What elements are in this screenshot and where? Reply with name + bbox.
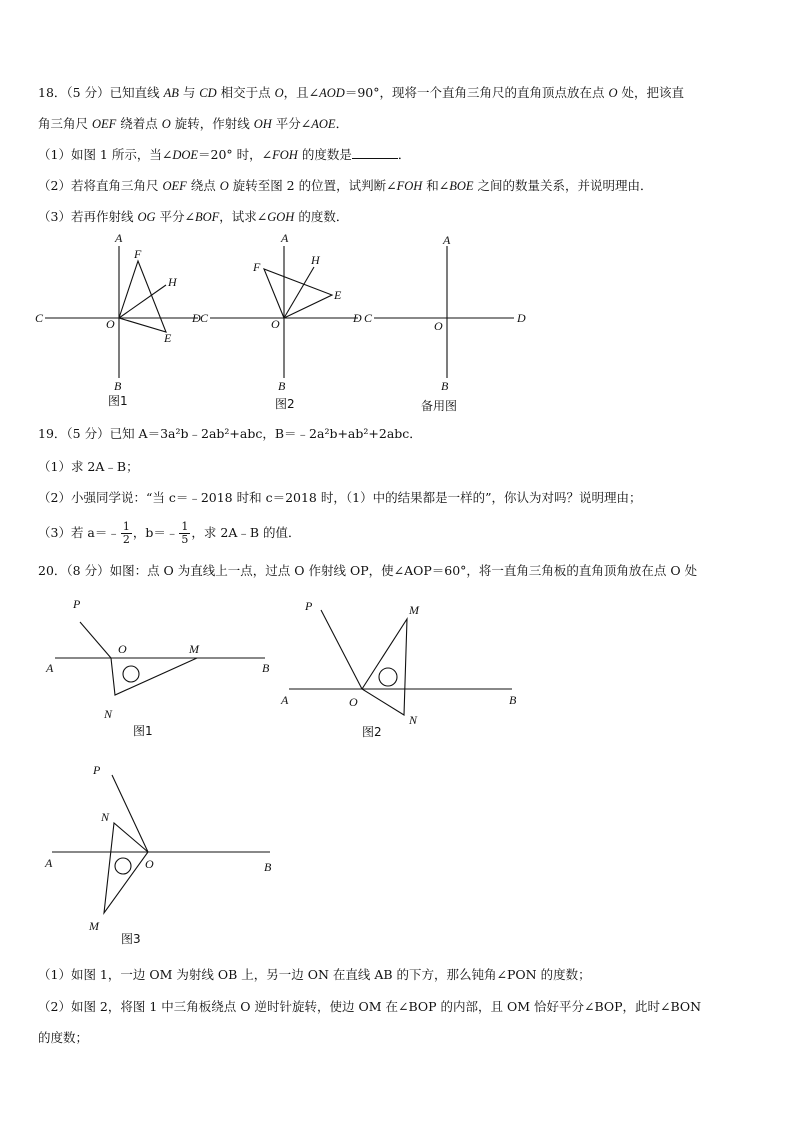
- q18-part-3: （3）若再作射线 OG 平分∠BOF，试求∠GOH 的度数．: [38, 209, 349, 224]
- set-square-hole: [123, 666, 139, 682]
- label-a: A: [443, 233, 451, 247]
- label-m: M: [189, 642, 199, 656]
- q20-part-2-cont: 的度数；: [38, 1030, 89, 1045]
- label-p: P: [73, 597, 81, 611]
- caption-fig2: 图2: [362, 725, 382, 739]
- label-d: D: [192, 311, 201, 325]
- label-d: D: [517, 311, 526, 325]
- fraction-a: $\frac{1}{2}$: [122, 520, 130, 546]
- label-b: B: [278, 379, 286, 393]
- caption-fig3: 图3: [121, 932, 141, 946]
- set-square-hole: [379, 668, 397, 686]
- q19-part-2: （2）小强同学说：“当 c＝﹣2018 时和 c＝2018 时，（1）中的结果都是一样的”，你认为对吗？说明理由；: [38, 490, 642, 505]
- set-square-hole: [115, 858, 131, 874]
- label-o: O: [271, 317, 280, 331]
- caption-spare: 备用图: [421, 399, 458, 413]
- label-e: E: [334, 288, 342, 302]
- label-o: O: [349, 695, 358, 709]
- answer-blank[interactable]: [352, 146, 398, 159]
- label-h: H: [311, 253, 320, 267]
- label-f: F: [134, 247, 142, 261]
- label-b: B: [262, 661, 270, 675]
- set-square: [104, 823, 148, 913]
- label-b: B: [509, 693, 517, 707]
- q20-part-2: （2）如图 2，将图 1 中三角板绕点 O 逆时针旋转，使边 OM 在∠BOP 的内部，且 OM 恰好平分∠BOP，此时∠BON: [38, 999, 702, 1014]
- caption-fig2: 图2: [275, 397, 295, 411]
- q19-part-3: （3）若 a＝﹣ $\frac{1}{2}$ ，b＝﹣ $\frac{1}{5}$ ，求 2A﹣B 的值．: [38, 520, 301, 546]
- q18-figure-1: [35, 231, 201, 408]
- label-h: H: [168, 275, 177, 289]
- label-a: A: [281, 693, 289, 707]
- label-b: B: [264, 860, 272, 874]
- q18-part-1: （1）如图 1 所示，当∠DOE＝20° 时，∠FOH 的度数是 ．: [38, 147, 411, 162]
- label-p: P: [305, 599, 313, 613]
- label-n: N: [409, 713, 418, 727]
- label-o: O: [145, 857, 154, 871]
- label-m: M: [89, 919, 99, 933]
- q18-line-1: 18．（5 分）已知直线 AB 与 CD 相交于点 O，且∠AOD＝90°，现将一个直角三角尺的直角顶点放在点 O 处，把该直: [38, 85, 684, 100]
- q18-line-2: 角三角尺 OEF 绕着点 O 旋转，作射线 OH 平分∠AOE．: [38, 116, 349, 131]
- triangle-oef: [119, 261, 166, 332]
- q18-figures: [0, 228, 794, 420]
- ray-op: [112, 775, 148, 852]
- q20-figure-1: [45, 597, 270, 738]
- label-a: A: [46, 661, 54, 675]
- label-n: N: [104, 707, 113, 721]
- label-d: D: [353, 311, 362, 325]
- label-n: N: [101, 810, 110, 824]
- q20-line-1: 20．（8 分）如图：点 O 为直线上一点，过点 O 作射线 OP，使∠AOP＝60°，将一直角三角板的直角顶角放在点 O 处: [38, 563, 698, 578]
- label-b: B: [441, 379, 449, 393]
- q20-part-1: （1）如图 1，一边 OM 为射线 OB 上，另一边 ON 在直线 AB 的下方，那么钝角∠PON 的度数；: [38, 967, 591, 982]
- q18-figure-2: [200, 231, 362, 411]
- q20-figure-3: [44, 763, 272, 946]
- label-a: A: [45, 856, 53, 870]
- ray-op: [80, 622, 111, 658]
- q19-part-1: （1）求 2A﹣B；: [38, 459, 139, 474]
- label-a: A: [281, 231, 289, 245]
- q18-figure-spare: [364, 233, 526, 413]
- caption-fig1: 图1: [108, 394, 128, 408]
- label-m: M: [409, 603, 419, 617]
- q20-figure-2: [280, 599, 517, 739]
- label-o: O: [106, 317, 115, 331]
- label-o: O: [118, 642, 127, 656]
- label-c: C: [364, 311, 373, 325]
- label-c: C: [35, 311, 44, 325]
- caption-fig1: 图1: [133, 724, 153, 738]
- label-p: P: [93, 763, 101, 777]
- q20-figures: [0, 590, 794, 960]
- label-b: B: [114, 379, 122, 393]
- ray-op: [321, 610, 362, 689]
- set-square: [362, 619, 407, 715]
- label-e: E: [164, 331, 172, 345]
- label-c: C: [200, 311, 209, 325]
- q18-part-2: （2）若将直角三角尺 OEF 绕点 O 旋转至图 2 的位置，试判断∠FOH 和∠BOE 之间的数量关系，并说明理由．: [38, 178, 653, 193]
- q19-line-1: 19．（5 分）已知 A＝3a²b﹣2ab²+abc，B＝﹣2a²b+ab²+2abc．: [38, 426, 422, 441]
- fraction-b: $\frac{1}{5}$: [181, 520, 189, 546]
- label-o: O: [434, 319, 443, 333]
- label-a: A: [115, 231, 123, 245]
- label-f: F: [253, 260, 261, 274]
